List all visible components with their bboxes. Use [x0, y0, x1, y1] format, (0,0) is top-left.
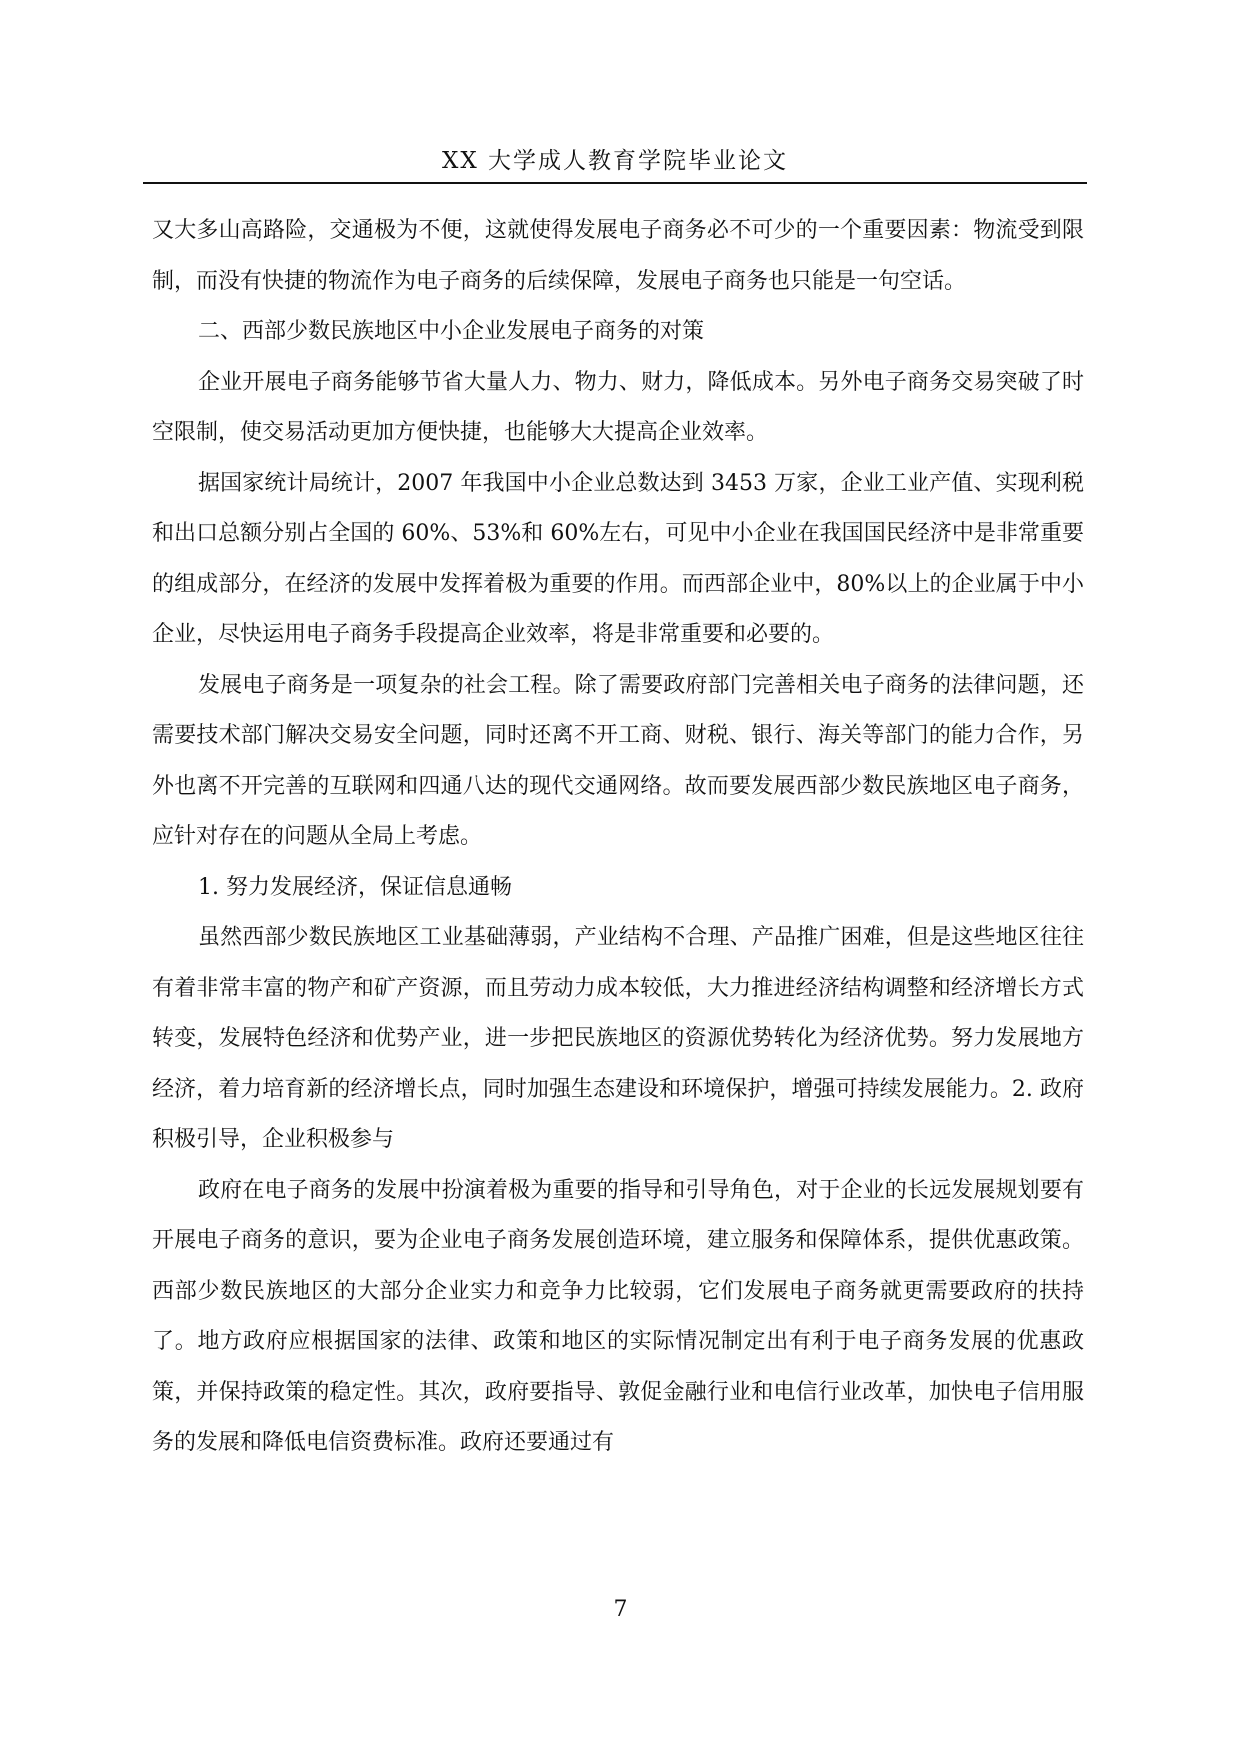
- paragraph: 据国家统计局统计，2007 年我国中小企业总数达到 3453 万家，企业工业产值、实现利税和出口总额分别占全国的 60%、53%和 60%左右，可见中小企业在我国国民经济中是非常重要的组成部分，在经济的发展中发挥着极为重要的作用。而西部企业中，80%以上的企业属于中小企业，尽快运用电子商务手段提高企业效率，将是非常重要和必要的。: [152, 470, 1084, 647]
- paragraph: 虽然西部少数民族地区工业基础薄弱，产业结构不合理、产品推广困难，但是这些地区往往有着非常丰富的物产和矿产资源，而且劳动力成本较低，大力推进经济结构调整和经济增长方式转变，发展特色经济和优势产业，进一步把民族地区的资源优势转化为经济优势。努力发展地方经济，着力培育新的经济增长点，同时加强生态建设和环境保护，增强可持续发展能力。2. 政府积极引导，企业积极参与: [152, 925, 1084, 1152]
- subsection-heading: 1. 努力发展经济，保证信息通畅: [198, 874, 512, 900]
- paragraph-continuation: 又大多山高路险，交通极为不便，这就使得发展电子商务必不可少的一个重要因素：物流受到限制，而没有快捷的物流作为电子商务的后续保障，发展电子商务也只能是一句空话。: [152, 218, 1084, 294]
- running-header: XX 大学成人教育学院毕业论文: [441, 148, 789, 174]
- paragraph: 企业开展电子商务能够节省大量人力、物力、财力，降低成本。另外电子商务交易突破了时空限制，使交易活动更加方便快捷，也能够大大提高企业效率。: [152, 369, 1084, 445]
- header-rule: [143, 182, 1087, 184]
- paragraph: 发展电子商务是一项复杂的社会工程。除了需要政府部门完善相关电子商务的法律问题，还需要技术部门解决交易安全问题，同时还离不开工商、财税、银行、海关等部门的能力合作，另外也离不开完善的互联网和四通八达的现代交通网络。故而要发展西部少数民族地区电子商务，应针对存在的问题从全局上考虑。: [152, 672, 1084, 849]
- page-number: 7: [613, 1597, 628, 1622]
- paragraph: 政府在电子商务的发展中扮演着极为重要的指导和引导角色，对于企业的长远发展规划要有开展电子商务的意识，要为企业电子商务发展创造环境，建立服务和保障体系，提供优惠政策。西部少数民族地区的大部分企业实力和竞争力比较弱，它们发展电子商务就更需要政府的扶持了。地方政府应根据国家的法律、政策和地区的实际情况制定出有利于电子商务发展的优惠政策，并保持政策的稳定性。其次，政府要指导、敦促金融行业和电信行业改革，加快电子信用服务的发展和降低电信资费标准。政府还要通过有: [152, 1177, 1084, 1455]
- section-heading: 二、西部少数民族地区中小企业发展电子商务的对策: [198, 319, 705, 344]
- body-text: [152, 206, 1084, 1469]
